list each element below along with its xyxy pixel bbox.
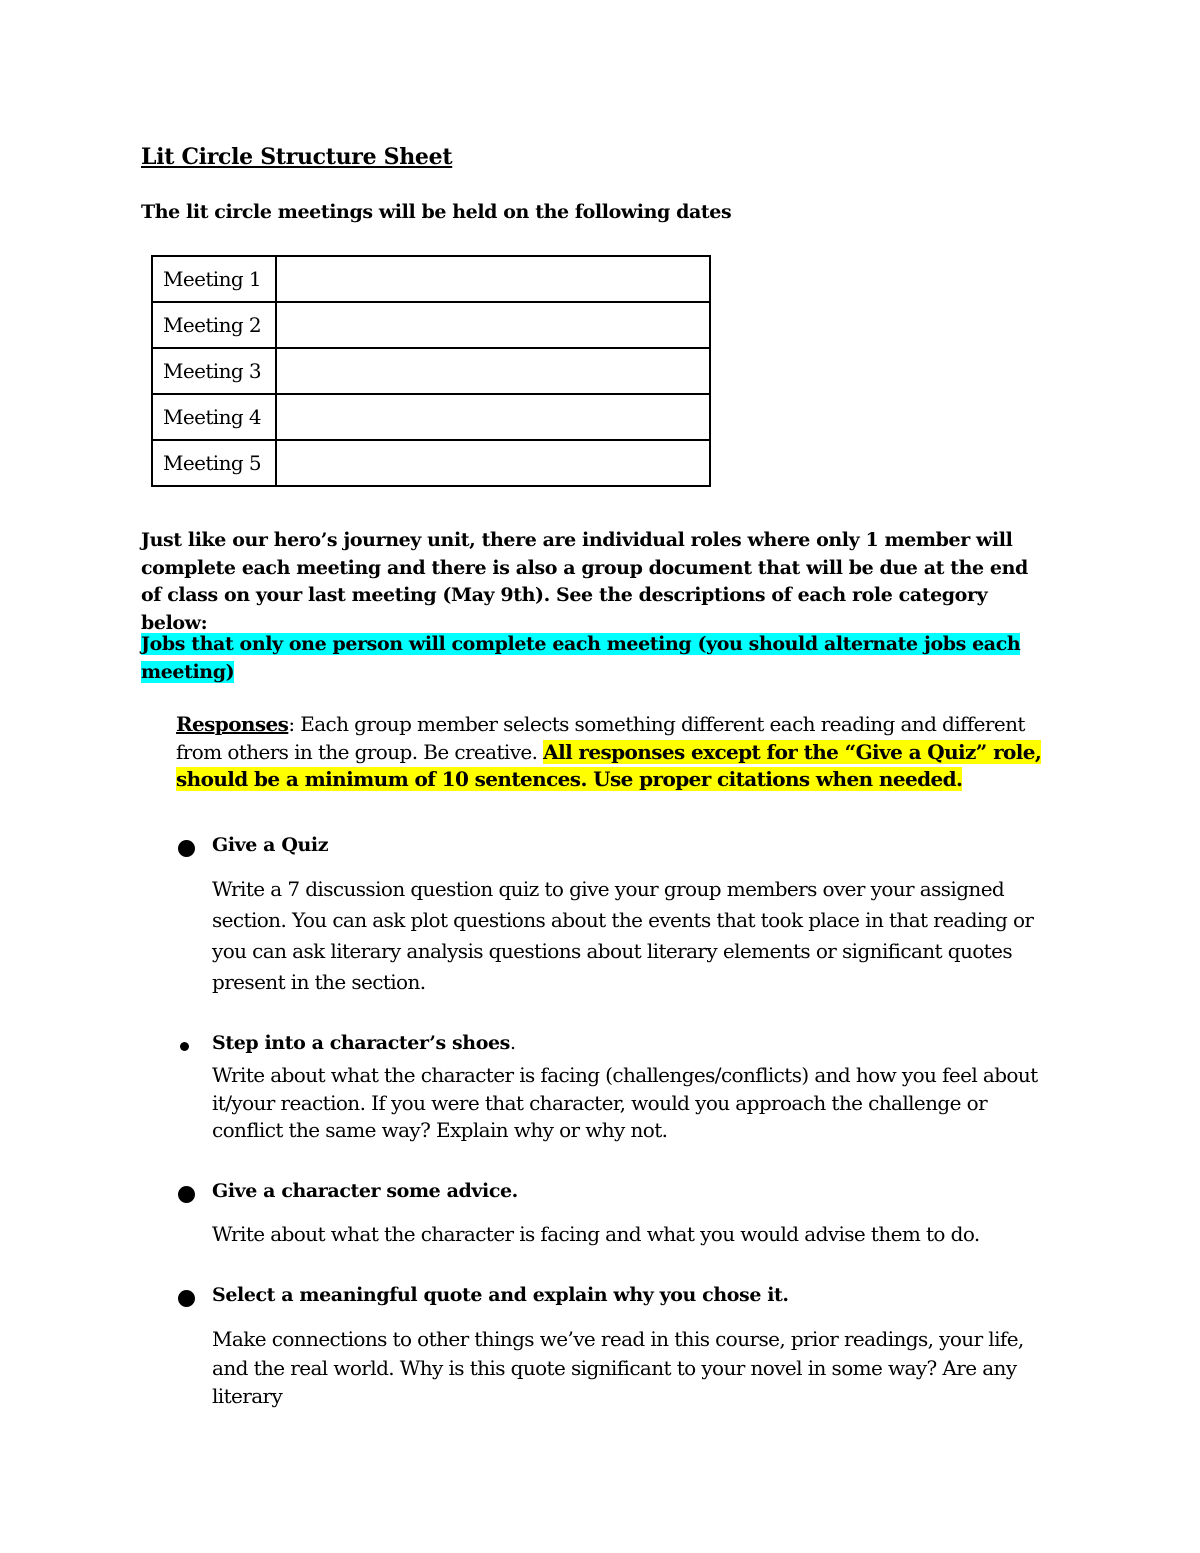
table-row	[152, 302, 710, 348]
bullet-heading	[212, 1032, 516, 1054]
responses-highlight: All responses except for the “Give a Quiz” role, should be a minimum of 10 sentences. Use proper citations when needed.	[176, 739, 1042, 791]
bullet-heading: Give a character some advice.	[212, 1180, 518, 1202]
meeting-date-cell[interactable]	[276, 394, 710, 440]
meeting-date-cell[interactable]	[276, 302, 710, 348]
meeting-label: Meeting 2	[152, 302, 276, 348]
bullet-heading: Select a meaningful quote and explain why you chose it.	[212, 1284, 789, 1306]
responses-paragraph	[176, 711, 1056, 794]
table-row	[152, 440, 710, 486]
roles-paragraph: Just like our hero’s journey unit, there are individual roles where only 1 member will complete each meeting and there is also a group document that will be due at the end of class on your last meeting (May 9th). See the descriptions of each role category below:	[141, 529, 1028, 634]
bullet-heading-text: Step into a character’s shoes	[212, 1032, 510, 1054]
meeting-label: Meeting 4	[152, 394, 276, 440]
responses-text: : Each group member selects something different each reading and different from others in the group. Be creative.	[176, 712, 1025, 764]
meeting-date-cell[interactable]	[276, 256, 710, 302]
table-row	[152, 394, 710, 440]
jobs-heading-highlight: Jobs that only one person will complete each meeting (you should alternate jobs each meeting)	[141, 633, 1021, 683]
table-row	[152, 348, 710, 394]
meeting-label: Meeting 1	[152, 256, 276, 302]
page-title: Lit Circle Structure Sheet	[141, 144, 453, 170]
bullet-heading: Give a Quiz	[212, 834, 329, 856]
bullet-body: Write a 7 discussion question quiz to give your group members over your assigned section. You can ask plot questions about the events that took place in that reading or you can ask literary analysis questions about literary elements or significant quotes present in the section.	[212, 877, 1034, 994]
meeting-date-cell[interactable]	[276, 440, 710, 486]
bullet-body: Write about what the character is facing (challenges/conflicts) and how you feel about it/your reaction. If you were that character, would you approach the challenge or conflict the same way? Explain why or why not.	[212, 1063, 1038, 1142]
meeting-dates-table	[151, 255, 711, 487]
bullet-body: Write about what the character is facing and what you would advise them to do.	[212, 1222, 980, 1246]
meeting-label: Meeting 5	[152, 440, 276, 486]
intro-text: The lit circle meetings will be held on the following dates	[141, 201, 732, 223]
meeting-label: Meeting 3	[152, 348, 276, 394]
jobs-heading	[141, 631, 1041, 686]
bullet-icon	[178, 1290, 195, 1307]
bullet-body: Make connections to other things we’ve read in this course, prior readings, your life, and the real world. Why is this quote significant to your novel in some way? Are any literary	[212, 1327, 1024, 1408]
table-row	[152, 256, 710, 302]
bullet-heading-suffix: .	[509, 1032, 516, 1054]
bullet-icon	[178, 840, 195, 857]
bullet-icon	[180, 1042, 189, 1051]
bullet-icon	[178, 1186, 195, 1203]
meeting-date-cell[interactable]	[276, 348, 710, 394]
responses-label: Responses	[176, 712, 289, 736]
